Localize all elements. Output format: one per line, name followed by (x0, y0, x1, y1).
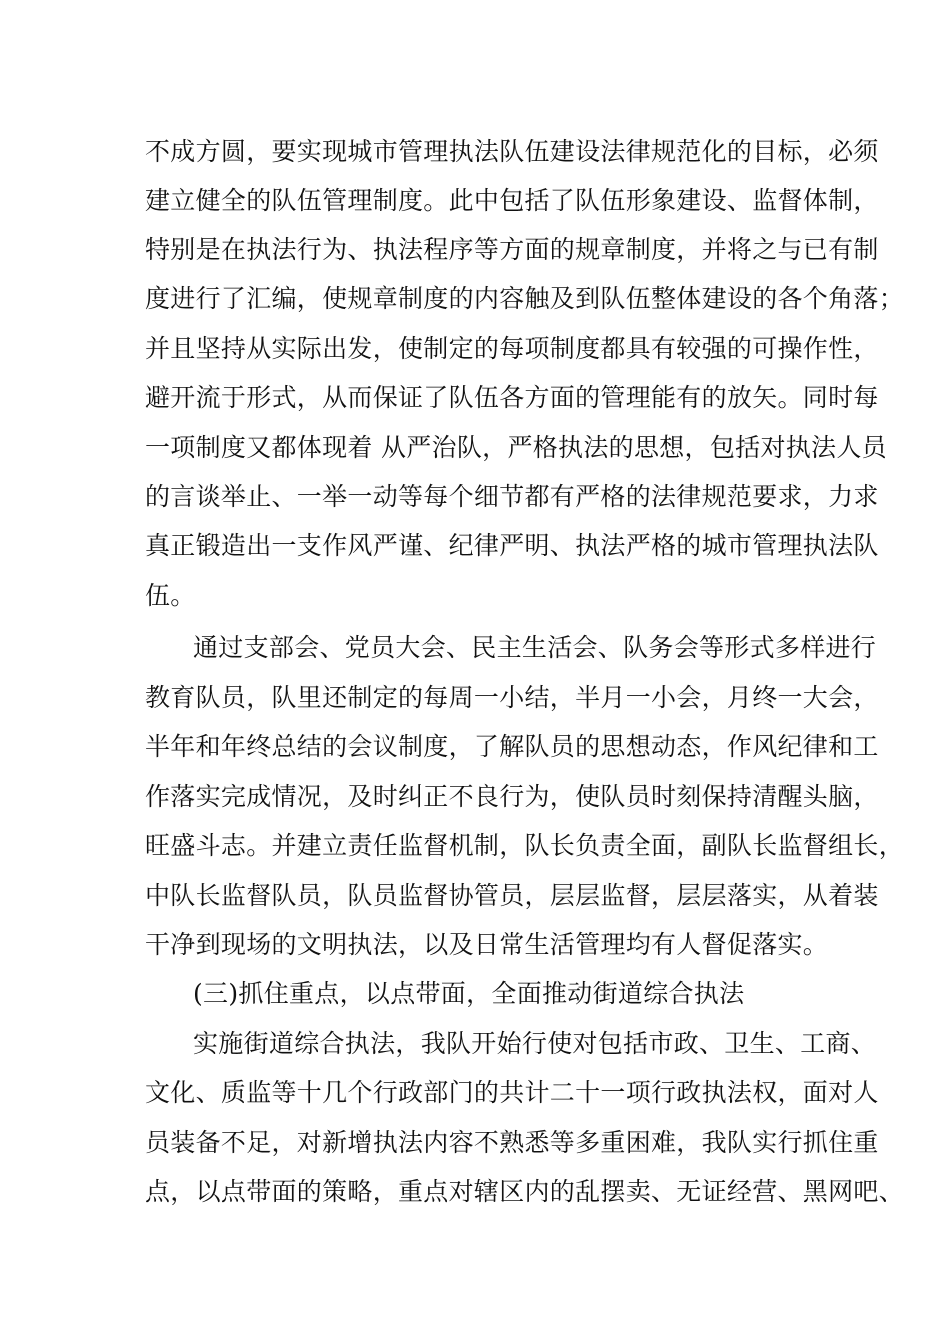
text-line: 点，以点带面的策略，重点对辖区内的乱摆卖、无证经营、黑网吧、 (145, 1177, 905, 1206)
text-line: 员装备不足，对新增执法内容不熟悉等多重困难，我队实行抓住重 (145, 1128, 879, 1157)
text-line: 度进行了汇编，使规章制度的内容触及到队伍整体建设的各个角落； (145, 284, 905, 313)
text-line: 避开流于形式，从而保证了队伍各方面的管理能有的放矢。同时每 (145, 383, 879, 412)
text-line: 半年和年终总结的会议制度，了解队员的思想动态，作风纪律和工 (145, 732, 879, 761)
text-line: 教育队员，队里还制定的每周一小结，半月一小会，月终一大会， (145, 683, 879, 712)
text-line: 一项制度又都体现着 从严治队，严格执法的思想，包括对执法人员 (145, 433, 887, 462)
text-line: 干净到现场的文明执法，以及日常生活管理均有人督促落实。 (145, 930, 829, 959)
text-line: 文化、质监等十几个行政部门的共计二十一项行政执法权，面对人 (145, 1078, 879, 1107)
section-heading: (三)抓住重点，以点带面，全面推动街道综合执法 (193, 979, 745, 1008)
text-line: 特别是在执法行为、执法程序等方面的规章制度，并将之与已有制 (145, 235, 879, 264)
text-line: 伍。 (145, 581, 196, 610)
text-line: 并且坚持从实际出发，使制定的每项制度都具有较强的可操作性， (145, 334, 879, 363)
text-line: 建立健全的队伍管理制度。此中包括了队伍形象建设、监督体制， (145, 186, 879, 215)
text-line: 中队长监督队员，队员监督协管员，层层监督，层层落实，从着装 (145, 881, 879, 910)
text-line: 不成方圆，要实现城市管理执法队伍建设法律规范化的目标，必须 (145, 137, 879, 166)
text-line: 旺盛斗志。并建立责任监督机制，队长负责全面，副队长监督组长， (145, 831, 905, 860)
paragraph-first-line: 通过支部会、党员大会、民主生活会、队务会等形式多样进行 (193, 633, 877, 662)
paragraph-first-line: 实施街道综合执法，我队开始行使对包括市政、卫生、工商、 (193, 1029, 877, 1058)
text-line: 的言谈举止、一举一动等每个细节都有严格的法律规范要求，力求 (145, 482, 879, 511)
text-line: 作落实完成情况，及时纠正不良行为，使队员时刻保持清醒头脑， (145, 782, 879, 811)
text-line: 真正锻造出一支作风严谨、纪律严明、执法严格的城市管理执法队 (145, 531, 879, 560)
